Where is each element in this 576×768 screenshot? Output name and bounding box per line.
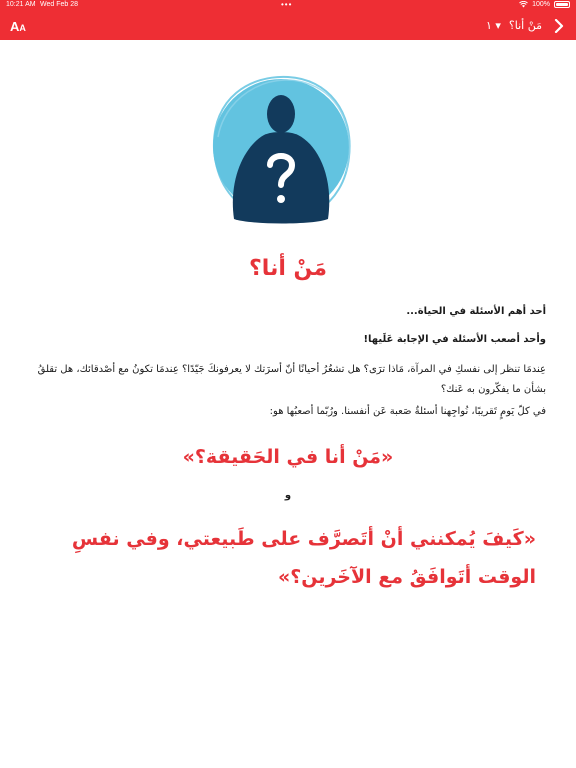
nav-title: مَنْ أنا؟ [508, 19, 542, 32]
status-date: Wed Feb 28 [40, 1, 79, 8]
article-title: مَنْ أنا؟ [249, 256, 327, 281]
quote-2: «كَيفَ يُمكنني أنْ أتَصرَّف على طَبيعتي، وفي نفسِ الوقت أتَوافَقُ مع الآخَرين؟» [71, 528, 536, 588]
nav-title-group[interactable] [486, 19, 542, 32]
intro-line-2: وأحد أصعب الأسئلة في الإجابة عَلَيها! [363, 334, 546, 345]
chevron-right-icon[interactable] [554, 19, 564, 33]
status-right [519, 1, 570, 8]
intro-line-1: أحد أهم الأسئلة في الحياة... [406, 306, 546, 317]
font-size-icon[interactable] [10, 18, 26, 36]
wifi-icon [519, 1, 528, 8]
section-menu-dropdown[interactable]: ▾ ١ [485, 19, 501, 32]
person-question-mark-icon [206, 57, 356, 242]
quote-1: «مَنْ أنا في الحَقيقة؟» [182, 446, 394, 468]
paragraph-1: عِندمَا تنظر إلى نفسكِ في المرآة، مَاذا ترَى؟ هل تشعُرُ أحيانًا أنّ أسرَتك لا يعرفونكَ جَيّدًا؟ عِندمَا تكونُ مع أصْدقائك، هل تقلقُ بشأن ما يفكّرون به عَنك؟ [37, 364, 546, 395]
font-size-small-letter: A [19, 23, 26, 33]
font-size-big-letter: A [10, 19, 20, 34]
status-time: 10:21 AM [6, 1, 36, 8]
paragraph-2: في كلّ يَومٍ تَقريبًا، نُواجِهنا أسئلةٌ صَعبة عَن أنفسنا. ورُبّما أصعبُها هو: [269, 406, 546, 417]
nav-bar [0, 12, 576, 40]
conjunction: و [284, 490, 292, 501]
battery-icon [554, 1, 570, 8]
battery-percent: 100% [532, 1, 550, 8]
multitasking-dots[interactable]: ••• [281, 0, 293, 9]
status-bar [0, 0, 576, 12]
